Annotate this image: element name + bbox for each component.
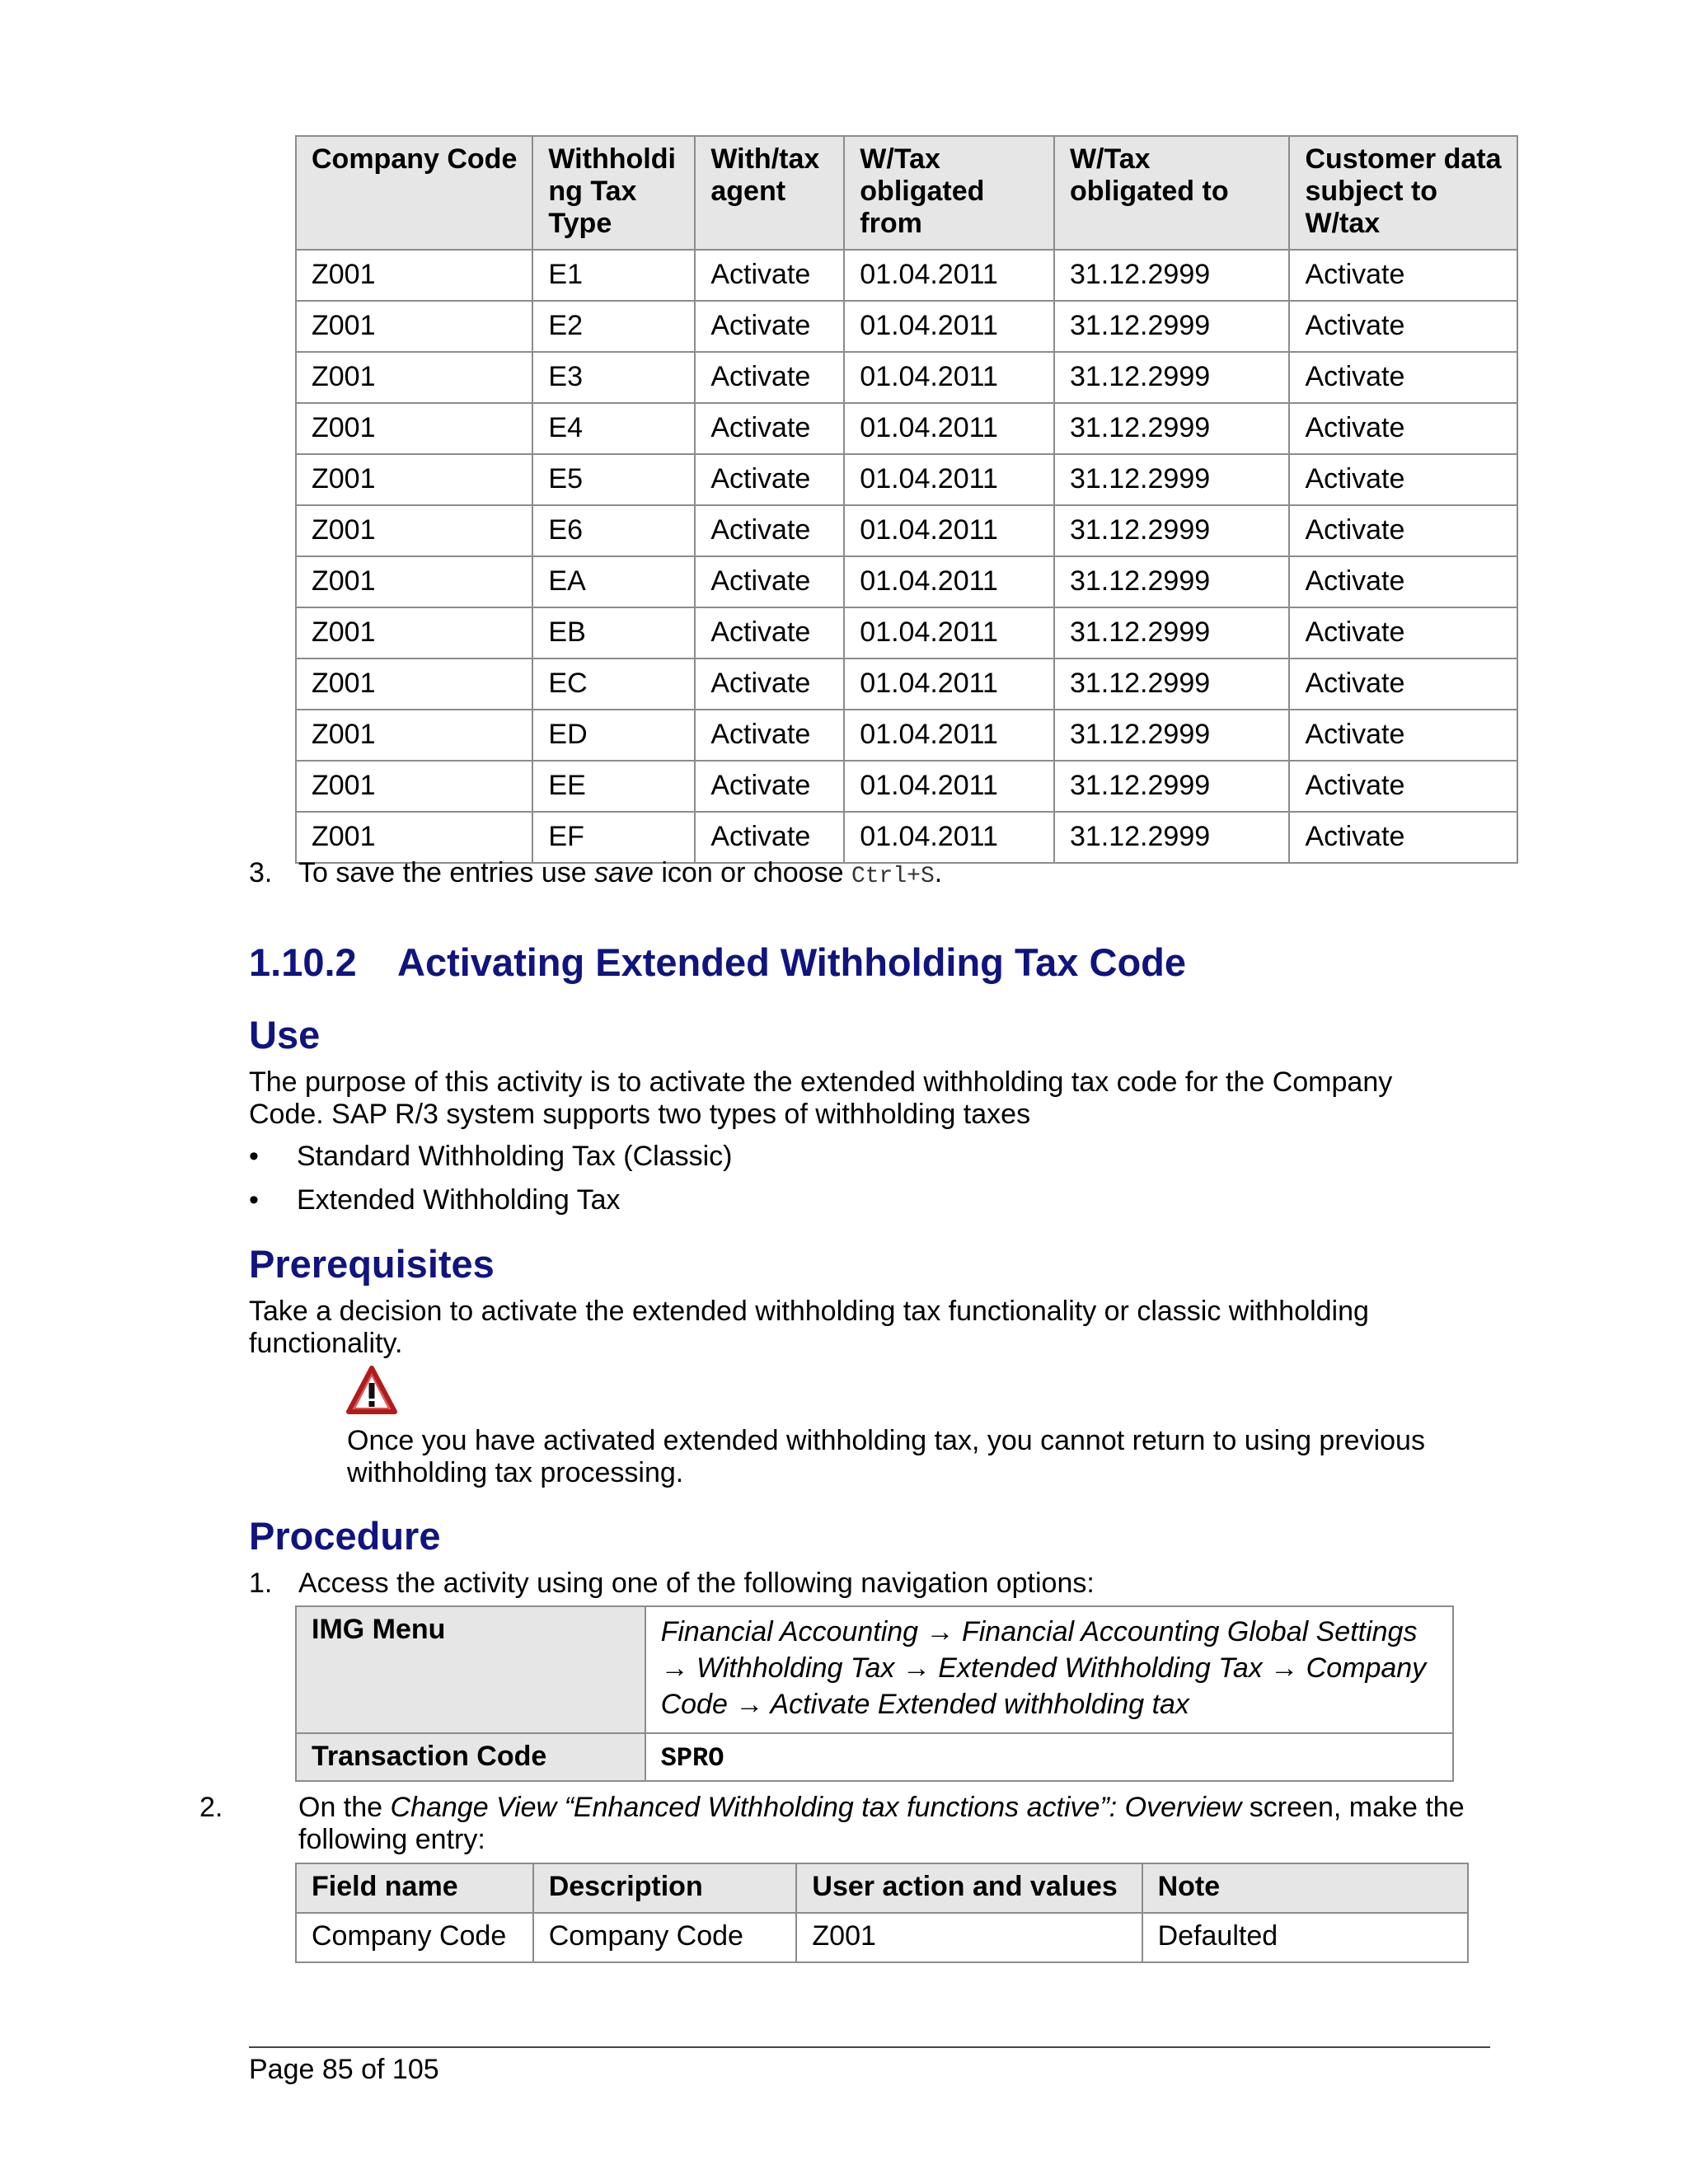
table-cell: Activate (695, 710, 844, 761)
prerequisites-text: Take a decision to activate the extended withholding tax functionality or classic withholding functionality. (249, 1296, 1369, 1359)
table-cell: Activate (695, 505, 844, 556)
transaction-code-label: Transaction Code (296, 1733, 645, 1781)
table-cell: E4 (532, 403, 695, 454)
table-cell: Activate (695, 301, 844, 352)
table-row (296, 1913, 1468, 1962)
step-number: 3. (249, 857, 273, 888)
table-cell: 01.04.2011 (844, 607, 1054, 658)
table-row (296, 1606, 1453, 1733)
table-cell: Activate (695, 454, 844, 505)
table-cell: EA (532, 556, 695, 607)
table-cell: Activate (695, 403, 844, 454)
table-row (296, 505, 1517, 556)
table-cell: Activate (1289, 761, 1517, 812)
table-cell: Z001 (296, 607, 532, 658)
table-cell: Activate (1289, 454, 1517, 505)
prerequisites-heading: Prerequisites (249, 1242, 495, 1286)
table-cell: 01.04.2011 (844, 352, 1054, 403)
table-cell: Z001 (296, 505, 532, 556)
step-number: 1. (249, 1568, 273, 1599)
table-cell: E5 (532, 454, 695, 505)
table-cell: Z001 (796, 1913, 1142, 1962)
col-header: User action and values (796, 1863, 1142, 1913)
list-item: • Standard Withholding Tax (Classic) (249, 1141, 733, 1172)
col-header: Withholdi ng Tax Type (532, 136, 695, 250)
warning-text: Once you have activated extended withholding tax, you cannot return to using previous withholding tax processing. (347, 1425, 1425, 1488)
table-row (296, 403, 1517, 454)
table-cell: Activate (695, 250, 844, 301)
table-cell: EF (532, 812, 695, 863)
table-cell: Activate (695, 658, 844, 710)
table-row (296, 1733, 1453, 1781)
table-cell: E2 (532, 301, 695, 352)
table-cell: 31.12.2999 (1054, 505, 1290, 556)
table-cell: 01.04.2011 (844, 454, 1054, 505)
transaction-code-value: SPRO (645, 1733, 1453, 1781)
table-cell: Activate (695, 761, 844, 812)
table-row (296, 556, 1517, 607)
table-cell: Activate (1289, 505, 1517, 556)
footer-divider (249, 2046, 1490, 2048)
table-cell: 01.04.2011 (844, 812, 1054, 863)
table-cell: Activate (1289, 556, 1517, 607)
table-cell: Activate (1289, 403, 1517, 454)
table-cell: Activate (695, 352, 844, 403)
table-cell: ED (532, 710, 695, 761)
table-cell: 31.12.2999 (1054, 403, 1290, 454)
table-cell: Z001 (296, 710, 532, 761)
use-heading: Use (249, 1013, 321, 1057)
table-cell: Z001 (296, 403, 532, 454)
table-cell: Activate (695, 812, 844, 863)
table-cell: Activate (1289, 607, 1517, 658)
page-number: Page 85 of 105 (249, 2054, 439, 2085)
table-cell: Activate (695, 607, 844, 658)
step-number: 2. (199, 1792, 223, 1823)
section-title: Activating Extended Withholding Tax Code (397, 940, 1187, 984)
entry-table (295, 1863, 1469, 1963)
table-cell: E1 (532, 250, 695, 301)
table-header-row (296, 136, 1517, 250)
table-row (296, 250, 1517, 301)
table-cell: 31.12.2999 (1054, 556, 1290, 607)
table-cell: Z001 (296, 812, 532, 863)
section-heading (249, 940, 1186, 985)
col-header: Company Code (296, 136, 532, 250)
table-row (296, 710, 1517, 761)
table-cell: 01.04.2011 (844, 710, 1054, 761)
img-menu-path: Financial Accounting → Financial Accounting Global Settings → Withholding Tax → Extended Withholding Tax → Company Code → Activate Extended withholding tax (645, 1606, 1453, 1733)
table-cell: Activate (1289, 250, 1517, 301)
table-cell: 31.12.2999 (1054, 812, 1290, 863)
table-cell: 31.12.2999 (1054, 301, 1290, 352)
table-cell: 01.04.2011 (844, 658, 1054, 710)
table-cell: Activate (695, 556, 844, 607)
table-row (296, 812, 1517, 863)
table-cell: E6 (532, 505, 695, 556)
table-cell: 31.12.2999 (1054, 352, 1290, 403)
withholding-tax-table (295, 135, 1518, 864)
table-cell: Z001 (296, 301, 532, 352)
img-menu-label: IMG Menu (296, 1606, 645, 1733)
table-row (296, 352, 1517, 403)
table-cell: Z001 (296, 352, 532, 403)
table-cell: EB (532, 607, 695, 658)
table-cell: 01.04.2011 (844, 250, 1054, 301)
table-cell: Activate (1289, 812, 1517, 863)
table-cell: Activate (1289, 352, 1517, 403)
table-cell: E3 (532, 352, 695, 403)
col-header: Description (533, 1863, 797, 1913)
table-cell: 31.12.2999 (1054, 658, 1290, 710)
table-row (296, 454, 1517, 505)
list-item: • Extended Withholding Tax (249, 1184, 621, 1216)
table-row (296, 607, 1517, 658)
table-cell: 31.12.2999 (1054, 607, 1290, 658)
table-cell: 01.04.2011 (844, 761, 1054, 812)
table-cell: 31.12.2999 (1054, 454, 1290, 505)
table-cell: Company Code (533, 1913, 797, 1962)
col-header: Note (1142, 1863, 1468, 1913)
col-header: W/Tax obligated from (844, 136, 1054, 250)
table-cell: Activate (1289, 658, 1517, 710)
table-cell: EE (532, 761, 695, 812)
table-cell: 31.12.2999 (1054, 761, 1290, 812)
step-3: 3. To save the entries use save icon or choose Ctrl+S. (249, 857, 943, 889)
col-header: Customer data subject to W/tax (1289, 136, 1517, 250)
table-cell: Z001 (296, 658, 532, 710)
navigation-table (295, 1605, 1454, 1782)
keyboard-shortcut: Ctrl+S (851, 864, 935, 889)
table-cell: Z001 (296, 250, 532, 301)
table-row (296, 658, 1517, 710)
table-cell: 01.04.2011 (844, 556, 1054, 607)
use-text: The purpose of this activity is to activate the extended withholding tax code for the Company Code. SAP R/3 system supports two types of withholding taxes (249, 1066, 1393, 1130)
col-header: W/Tax obligated to (1054, 136, 1290, 250)
table-cell: 01.04.2011 (844, 505, 1054, 556)
table-cell: Activate (1289, 710, 1517, 761)
bullet-icon: • (249, 1141, 259, 1172)
table-cell: EC (532, 658, 695, 710)
table-row (296, 761, 1517, 812)
table-cell: Defaulted (1142, 1913, 1468, 1962)
table-cell: Activate (1289, 301, 1517, 352)
table-header-row (296, 1863, 1468, 1913)
table-cell: 01.04.2011 (844, 403, 1054, 454)
step-1: 1. Access the activity using one of the following navigation options: (249, 1568, 1095, 1599)
table-cell: Z001 (296, 556, 532, 607)
table-cell: Z001 (296, 761, 532, 812)
col-header: With/tax agent (695, 136, 844, 250)
bullet-icon: • (249, 1184, 259, 1216)
table-cell: 01.04.2011 (844, 301, 1054, 352)
table-cell: 31.12.2999 (1054, 710, 1290, 761)
table-cell: Z001 (296, 454, 532, 505)
col-header: Field name (296, 1863, 533, 1913)
step-2: 2. On the Change View “Enhanced Withholding tax functions active”: Overview screen, make the following entry: (199, 1792, 1465, 1855)
table-row (296, 301, 1517, 352)
warning-triangle-icon (346, 1365, 397, 1416)
procedure-heading: Procedure (249, 1514, 441, 1558)
table-cell: 31.12.2999 (1054, 250, 1290, 301)
section-number: 1.10.2 (249, 940, 357, 984)
table-cell: Company Code (296, 1913, 533, 1962)
